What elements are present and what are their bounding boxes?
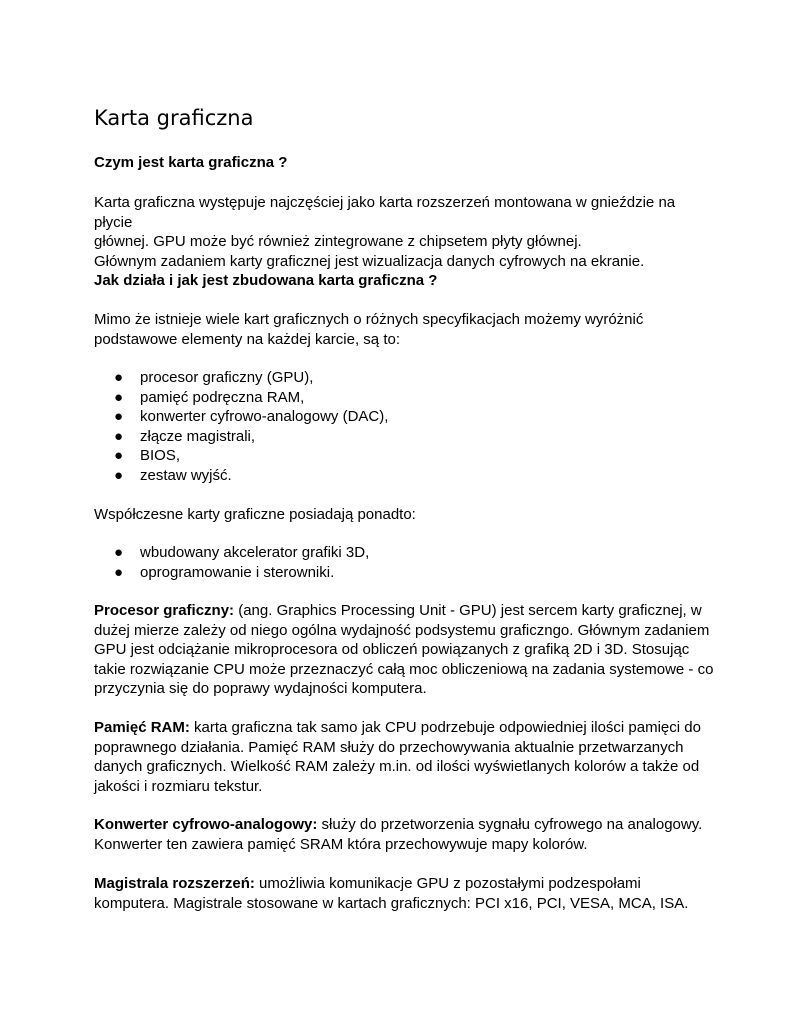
text-line: danych graficznych. Wielkość RAM zależy m.in. od ilości wyświetlanych kolorów a także od <box>94 758 700 776</box>
gpu-paragraph: Procesor graficzny: (ang. Graphics Processing Unit - GPU) jest sercem karty graficznej, w dużej mierze zależy od niego ogólna wydajność podsystemu graficzngo. Głównym zadaniem GPU jest odciążanie mikroprocesora od obliczeń powiązanych z grafiką 2D i 3D. Stosując takie rozwiązanie CPU może przeznaczyć całą moc obliczeniową na zadania systemowe - co przyczynia się do poprawy wydajności komputera. <box>94 602 714 698</box>
list-item: ● BIOS, <box>114 447 181 465</box>
bus-paragraph: Magistrala rozszerzeń: umożliwia komunikacje GPU z pozostałymi podzespołami komputera. Magistrale stosowane w kartach graficznych: PCI x16, PCI, VESA, MCA, ISA. <box>94 875 689 912</box>
text-line: przyczynia się do poprawy wydajności komputera. <box>94 680 427 698</box>
text-line: jakości i rozmiaru tekstur. <box>94 777 263 795</box>
document-title: Karta graficzna <box>94 106 254 130</box>
bus-label: Magistrala rozszerzeń: <box>94 875 255 892</box>
text-line: takie rozwiązanie CPU może przeznaczyć całą moc obliczeniową na zadania systemowe - co <box>94 660 714 678</box>
bullet-icon: ● <box>114 544 124 561</box>
bullet-icon: ● <box>114 466 124 484</box>
text-line: Głównym zadaniem karty graficznej jest wizualizacja danych cyfrowych na ekranie. <box>94 252 645 270</box>
gpu-label: Procesor graficzny: <box>94 602 235 619</box>
components-intro-paragraph <box>94 310 714 349</box>
text-line: Karta graficzna występuje najczęściej jako karta rozszerzeń montowana w gnieździe na płycie <box>94 194 676 231</box>
text-line: dużej mierze zależy od niego ogólna wydajność podsystemu graficzngo. Głównym zadaniem <box>94 621 710 639</box>
intro-paragraph <box>94 193 714 271</box>
list-item: ● złącze magistrali, <box>114 427 256 445</box>
modern-cards-paragraph: Współczesne karty graficzne posiadają ponadto: <box>94 506 416 523</box>
bullet-icon: ● <box>114 563 124 581</box>
extras-list <box>94 543 694 582</box>
text-line: GPU jest odciążanie mikroprocesora od obliczeń powiązanych z grafiką 2D i 3D. Stosując <box>94 641 690 659</box>
heading-how-it-works: Jak działa i jak jest zbudowana karta graficzna ? <box>94 272 438 289</box>
ram-paragraph: Pamięć RAM: karta graficzna tak samo jak CPU podrzebuje odpowiedniej ilości pamięci do poprawnego działania. Pamięć RAM służy do przechowywania aktualnie przetwarzanych danych graficznych. Wielkość RAM zależy m.in. od ilości wyświetlanych kolorów a także od jakości i rozmiaru tekstur. <box>94 719 701 795</box>
heading-what-is: Czym jest karta graficzna ? <box>94 154 288 171</box>
text-line: komputera. Magistrale stosowane w kartach graficznych: PCI x16, PCI, VESA, MCA, ISA. <box>94 894 689 912</box>
text-line: Mimo że istnieje wiele kart graficznych o różnych specyfikacjach możemy wyróżnić <box>94 311 644 328</box>
list-item: ● zestaw wyjść. <box>114 466 232 484</box>
bullet-icon: ● <box>114 388 124 406</box>
text-line: podstawowe elementy na każdej karcie, są to: <box>94 330 400 348</box>
dac-paragraph: Konwerter cyfrowo-analogowy: służy do przetworzenia sygnału cyfrowego na analogowy. Konwerter ten zawiera pamięć SRAM która przechowywuje mapy kolorów. <box>94 816 703 853</box>
dac-label: Konwerter cyfrowo-analogowy: <box>94 816 318 833</box>
bullet-icon: ● <box>114 408 124 426</box>
text-line: poprawnego działania. Pamięć RAM służy do przechowywania aktualnie przetwarzanych <box>94 738 684 756</box>
text-line: głównej. GPU może być również zintegrowane z chipsetem płyty głównej. <box>94 233 582 251</box>
bullet-icon: ● <box>114 369 124 386</box>
text-line: Konwerter ten zawiera pamięć SRAM która przechowywuje mapy kolorów. <box>94 835 588 853</box>
bullet-icon: ● <box>114 447 124 465</box>
list-item: ● konwerter cyfrowo-analogowy (DAC), <box>114 408 389 426</box>
bullet-icon: ● <box>114 427 124 445</box>
list-item: ● oprogramowanie i sterowniki. <box>114 563 335 581</box>
list-item: ● pamięć podręczna RAM, <box>114 388 305 406</box>
list-item: ● procesor graficzny (GPU), <box>114 369 314 386</box>
components-list <box>94 368 694 486</box>
ram-label: Pamięć RAM: <box>94 719 190 736</box>
list-item: ● wbudowany akcelerator grafiki 3D, <box>114 544 370 561</box>
